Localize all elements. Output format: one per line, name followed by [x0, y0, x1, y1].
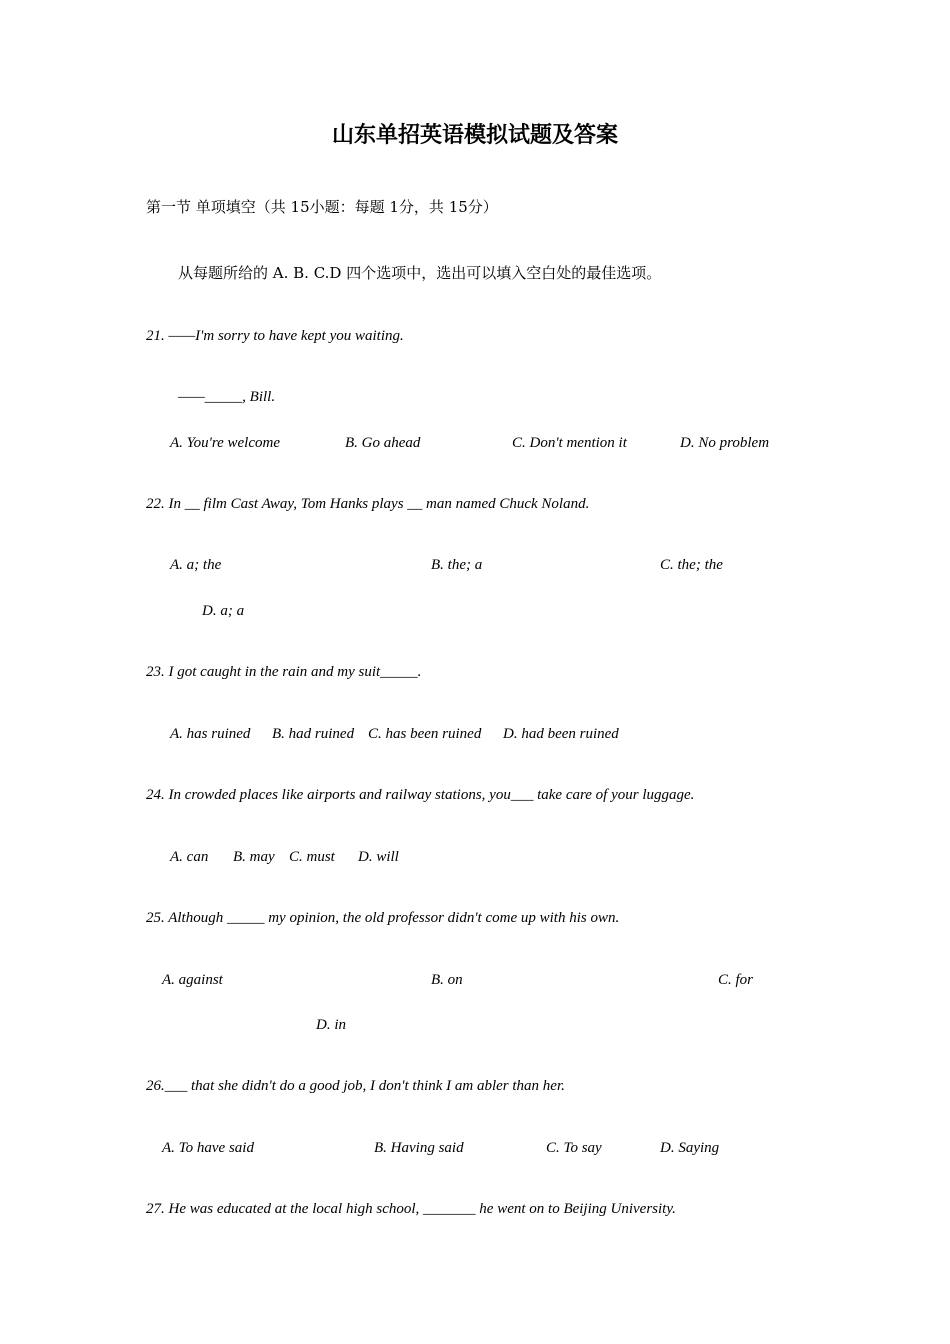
instruction: 从每题所给的 A. B. C.D 四个选项中，选出可以填入空白处的最佳选项。	[178, 264, 662, 282]
q21-stem: 21. ——I'm sorry to have kept you waiting.	[146, 328, 404, 344]
section-header: 第一节 单项填空（共 15小题：每题 1分，共 15分）	[146, 198, 498, 216]
q23-option-b: B. had ruined	[272, 726, 355, 742]
q25-option-c: C. for	[718, 972, 754, 988]
q21-option-d: D. No problem	[680, 435, 770, 451]
q24-option-d: D. will	[358, 849, 399, 865]
q24-option-a: A. can	[170, 849, 209, 865]
q26-option-c: C. To say	[546, 1140, 602, 1156]
q23-option-d: D. had been ruined	[503, 726, 619, 742]
q24-option-c: C. must	[289, 849, 335, 865]
q25-option-b: B. on	[431, 972, 463, 988]
q27-stem: 27. He was educated at the local high school, _______ he went on to Beijing University.	[146, 1201, 676, 1217]
q26-option-d: D. Saying	[660, 1140, 720, 1156]
q22-option-c: C. the; the	[660, 557, 723, 573]
q26-option-b: B. Having said	[374, 1140, 464, 1156]
q22-option-b: B. the; a	[431, 557, 483, 573]
q21-option-c: C. Don't mention it	[512, 435, 627, 451]
q21-reply: ——_____, Bill.	[178, 389, 276, 405]
q25-option-a: A. against	[162, 972, 223, 988]
q21-option-b: B. Go ahead	[345, 435, 421, 451]
q21-option-a: A. You're welcome	[170, 435, 281, 451]
q25-stem: 25. Although _____ my opinion, the old professor didn't come up with his own.	[146, 910, 620, 926]
q23-option-a: A. has ruined	[170, 726, 251, 742]
q24-stem: 24. In crowded places like airports and railway stations, you___ take care of your luggage.	[146, 787, 695, 803]
q22-option-d: D. a; a	[202, 603, 245, 619]
q26-stem: 26.___ that she didn't do a good job, I don't think I am abler than her.	[146, 1078, 565, 1094]
page-title: 山东单招英语模拟试题及答案	[331, 123, 618, 148]
q23-stem: 23. I got caught in the rain and my suit_____.	[146, 664, 422, 680]
q22-stem: 22. In __ film Cast Away, Tom Hanks plays __ man named Chuck Noland.	[146, 496, 590, 512]
q24-option-b: B. may	[233, 849, 275, 865]
q22-option-a: A. a; the	[170, 557, 222, 573]
q23-option-c: C. has been ruined	[368, 726, 482, 742]
q26-option-a: A. To have said	[162, 1140, 254, 1156]
q25-option-d: D. in	[316, 1017, 346, 1033]
